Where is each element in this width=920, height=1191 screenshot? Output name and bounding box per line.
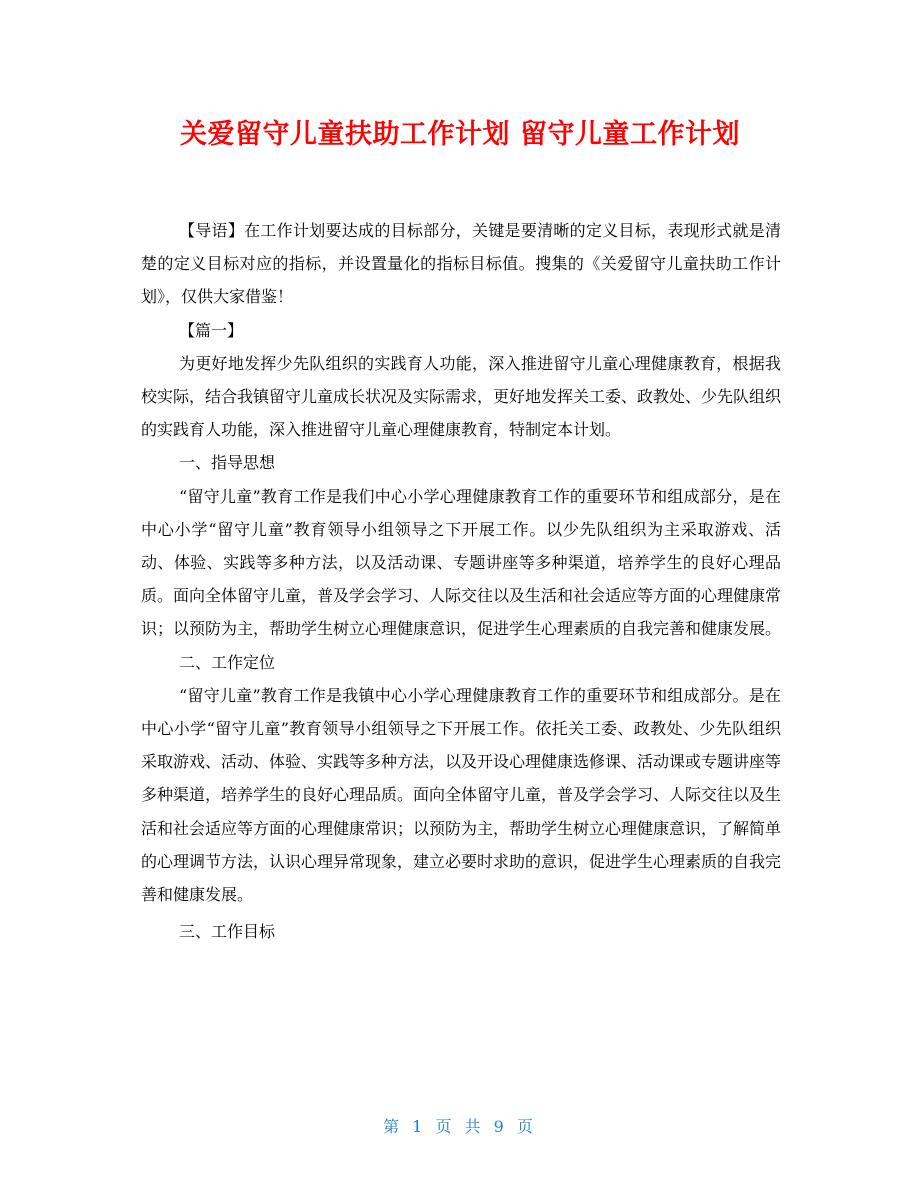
section-label: 【篇一】 xyxy=(179,320,244,340)
section-heading: 二、工作定位 xyxy=(179,652,276,672)
section-heading: 一、指导思想 xyxy=(179,453,276,473)
body-paragraph: 为更好地发挥少先队组织的实践育人功能，深入推进留守儿童心理健康教育，根据我校实际，结合我镇留守儿童成长状况及实际需求，更好地发挥关工委、政教处、少先队组织的实践育人功能，深入推进留守儿童心理健康教育，特制定本计划。 xyxy=(141,353,782,440)
section-heading: 三、工作目标 xyxy=(179,922,276,942)
intro-paragraph: 【导语】在工作计划要达成的目标部分，关键是要清晰的定义目标，表现形式就是清楚的定义目标对应的指标，并设置量化的指标目标值。搜集的《关爱留守儿童扶助工作计划》，仅供大家借鉴！ xyxy=(141,221,781,307)
body-paragraph: “留守儿童”教育工作是我镇中心小学心理健康教育工作的重要环节和组成部分。是在中心小学“留守儿童”教育领导小组领导之下开展工作。依托关工委、政教处、少先队组织采取游戏、活动、体验、实践等多种方法，以及开设心理健康选修课、活动课或专题讲座等多种渠道，培养学生的良好心理品质。面向全体留守儿童，普及学会学习、人际交往以及生活和社会适应等方面的心理健康常识；以预防为主，帮助学生树立心理健康意识，了解简单的心理调节方法，认识心理异常现象，建立必要时求助的意识，促进学生心理素质的自我完善和健康发展。 xyxy=(141,685,782,905)
body-paragraph: “留守儿童”教育工作是我们中心小学心理健康教育工作的重要环节和组成部分，是在中心小学“留守儿童”教育领导小组领导之下开展工作。以少先队组织为主采取游戏、活动、体验、实践等多种方法，以及活动课、专题讲座等多种渠道，培养学生的良好心理品质。面向全体留守儿童，普及学会学习、人际交往以及生活和社会适应等方面的心理健康常识；以预防为主，帮助学生树立心理健康意识，促进学生心理素质的自我完善和健康发展。 xyxy=(141,486,782,639)
document-body xyxy=(141,214,781,948)
document-title: 关爱留守儿童扶助工作计划 留守儿童工作计划 xyxy=(180,119,740,150)
page-number: 第 1 页 共 9 页 xyxy=(383,1117,537,1136)
